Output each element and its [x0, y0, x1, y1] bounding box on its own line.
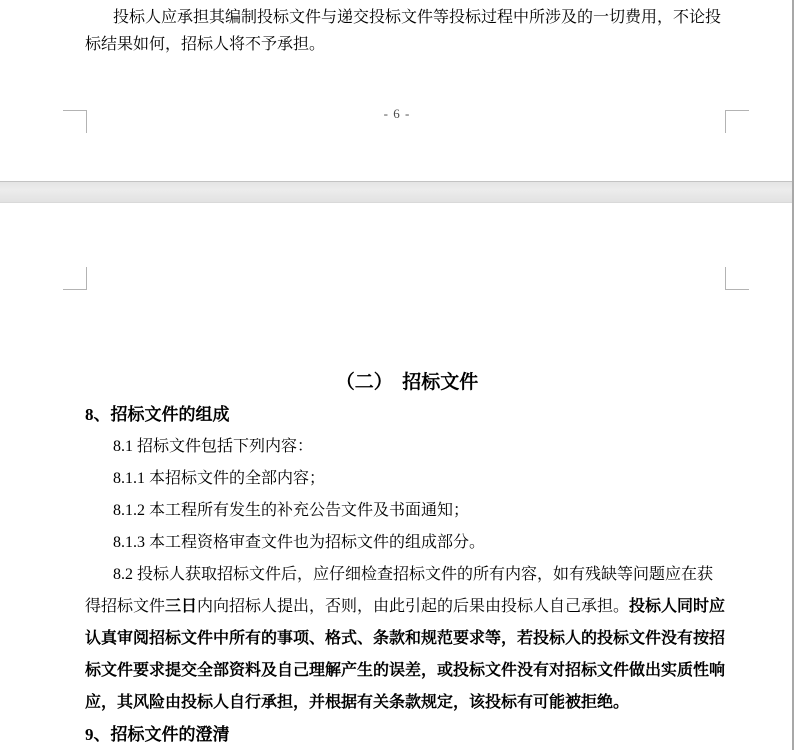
text-run: 8、招标文件的组成	[85, 405, 230, 424]
text-line	[85, 495, 729, 527]
text-line	[85, 687, 729, 719]
text-run: 8.1.3 本工程资格审查文件也为招标文件的组成部分。	[113, 534, 486, 551]
section-heading	[85, 367, 729, 399]
text-run: 8.1.2 本工程所有发生的补充公告文件及书面通知；	[113, 502, 470, 519]
text-run: 三日	[165, 598, 198, 615]
text-line	[85, 591, 729, 623]
margin-crop-mark-top-right	[725, 267, 749, 290]
page7-text-body	[85, 367, 729, 751]
text-run: 内向招标人提出，否则，由此引起的后果由投标人自己承担。	[197, 598, 630, 615]
page-break-band	[0, 181, 794, 203]
text-run: 8.1.1 本招标文件的全部内容；	[113, 470, 326, 487]
text-line	[85, 463, 729, 495]
text-run: 投标人应承担其编制投标文件与递交投标文件等投标过程中所涉及的一切费用，不论投	[113, 9, 722, 26]
clause-heading	[85, 399, 729, 431]
text-line	[85, 4, 729, 31]
text-run: 8.2 投标人获取招标文件后，应仔细检查招标文件的所有内容，如有残缺等问题应在获	[113, 566, 714, 583]
text-line	[85, 527, 729, 559]
text-run: 应，其风险由投标人自行承担，并根据有关条款规定，该投标有可能被拒绝。	[85, 694, 630, 711]
text-line	[85, 623, 729, 655]
text-line	[85, 559, 729, 591]
text-line	[85, 655, 729, 687]
page-6	[0, 0, 794, 181]
text-run: 得招标文件	[85, 598, 166, 615]
text-line	[85, 31, 729, 58]
text-run: 认真审阅招标文件中所有的事项、格式、条款和规范要求等，若投标人的投标文件没有按招	[85, 630, 726, 647]
page6-footer-page-number: - 6 -	[383, 106, 411, 121]
text-run: 9、招标文件的澄清	[85, 725, 230, 744]
text-line	[85, 431, 729, 463]
clause-heading	[85, 719, 729, 751]
margin-crop-mark-bottom-right	[725, 110, 749, 133]
text-run: （二） 招标文件	[335, 372, 479, 393]
text-run: 标文件要求提交全部资料及自己理解产生的误差，或投标文件没有对招标文件做出实质性响	[85, 662, 726, 679]
page6-paragraph	[85, 4, 729, 58]
margin-crop-mark-bottom-left	[63, 110, 87, 133]
text-run: 8.1 招标文件包括下列内容：	[113, 438, 314, 455]
text-run: 投标人同时应	[629, 598, 726, 615]
margin-crop-mark-top-left	[63, 267, 87, 290]
text-run: 标结果如何，招标人将不予承担。	[85, 36, 326, 53]
